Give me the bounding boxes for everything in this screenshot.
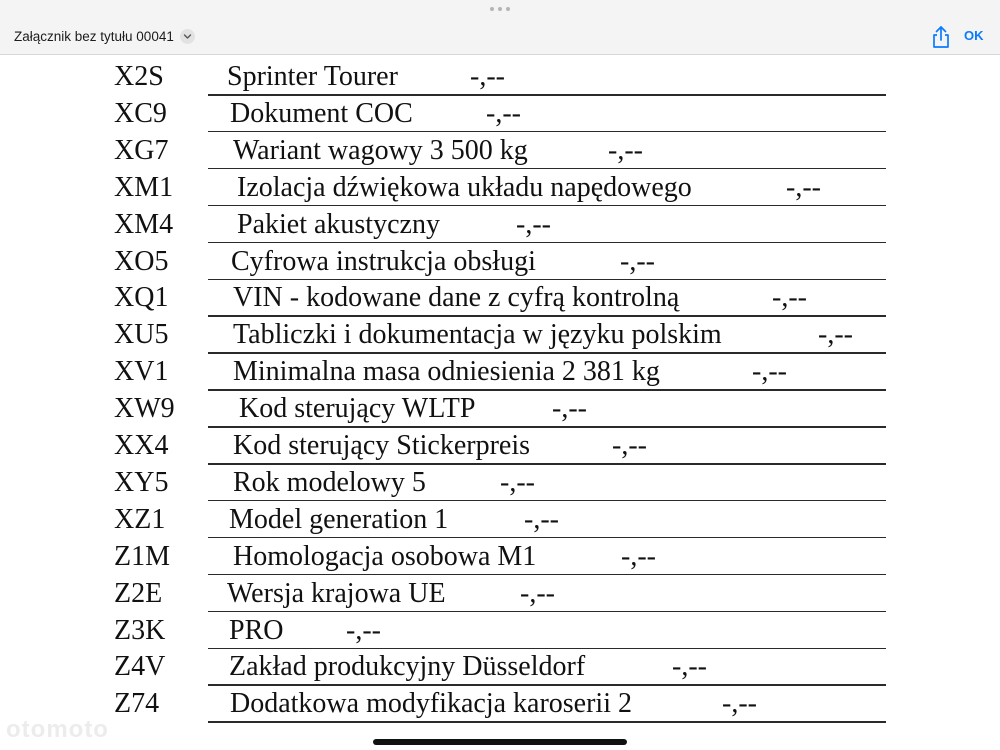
option-price: -,-- <box>752 356 787 388</box>
option-price: -,-- <box>722 688 757 720</box>
option-description: Model generation 1 <box>229 503 449 535</box>
option-price: -,-- <box>520 577 555 609</box>
list-item <box>0 96 1000 133</box>
option-description: Sprinter Tourer <box>227 61 398 92</box>
list-item <box>0 391 1000 428</box>
option-description: Dodatkowa modyfikacja karoserii 2 <box>230 688 632 720</box>
option-price: -,-- <box>608 134 643 166</box>
row-divider <box>208 721 886 723</box>
option-price: -,-- <box>516 208 551 240</box>
document-content <box>0 55 1000 750</box>
list-item <box>0 354 1000 391</box>
list-item <box>0 59 1000 96</box>
list-item <box>0 428 1000 465</box>
option-description: VIN - kodowane dane z cyfrą kontrolną <box>233 282 680 314</box>
list-item <box>0 502 1000 539</box>
option-code: XW9 <box>114 393 175 425</box>
option-description: Izolacja dźwiękowa układu napędowego <box>237 171 692 203</box>
option-price: -,-- <box>524 503 559 535</box>
option-code: Z4V <box>114 651 166 683</box>
option-code: XM4 <box>114 208 174 240</box>
document-title: Załącznik bez tytułu 00041 <box>14 28 174 44</box>
option-code: XY5 <box>114 466 169 498</box>
option-description: Wariant wagowy 3 500 kg <box>233 134 528 166</box>
option-price: -,-- <box>346 614 381 646</box>
option-code: XZ1 <box>114 503 166 535</box>
watermark-logo: otomoto <box>6 716 109 743</box>
list-item <box>0 280 1000 317</box>
option-price: -,-- <box>552 393 587 425</box>
option-price: -,-- <box>772 282 807 314</box>
chevron-down-icon[interactable] <box>180 29 195 44</box>
option-code: XG7 <box>114 134 169 166</box>
list-item <box>0 465 1000 502</box>
option-code: Z1M <box>114 540 170 572</box>
list-item <box>0 170 1000 207</box>
option-description: Kod sterujący Stickerpreis <box>233 430 531 461</box>
document-title-menu[interactable] <box>14 26 195 46</box>
option-description: Cyfrowa instrukcja obsługi <box>231 245 536 277</box>
option-price: -,-- <box>672 651 707 683</box>
list-item <box>0 613 1000 650</box>
option-code: Z74 <box>114 688 160 720</box>
option-description: Minimalna masa odniesienia 2 381 kg <box>233 356 660 388</box>
option-description: Dokument COC <box>230 97 413 129</box>
option-code: XC9 <box>114 97 167 129</box>
option-description: Rok modelowy 5 <box>233 466 426 498</box>
option-code: X2S <box>114 61 164 92</box>
option-description: Wersja krajowa UE <box>227 577 446 609</box>
option-code: XU5 <box>114 319 169 351</box>
list-item <box>0 244 1000 281</box>
option-price: -,-- <box>470 61 505 92</box>
list-item <box>0 207 1000 244</box>
list-item <box>0 539 1000 576</box>
option-price: -,-- <box>620 245 655 277</box>
option-description: Homologacja osobowa M1 <box>233 540 537 572</box>
option-price: -,-- <box>621 540 656 572</box>
list-item <box>0 317 1000 354</box>
option-code: Z3K <box>114 614 166 646</box>
list-item <box>0 576 1000 613</box>
window-grabber-handle[interactable] <box>490 6 510 12</box>
option-price: -,-- <box>486 97 521 129</box>
list-item <box>0 686 1000 723</box>
home-indicator[interactable] <box>373 739 627 745</box>
option-code: Z2E <box>114 577 163 609</box>
title-bar <box>0 0 1000 55</box>
option-code: XQ1 <box>114 282 169 314</box>
option-price: -,-- <box>786 171 821 203</box>
option-price: -,-- <box>500 466 535 498</box>
option-code: XX4 <box>114 430 169 461</box>
option-code: XO5 <box>114 245 169 277</box>
list-item <box>0 649 1000 686</box>
share-icon[interactable] <box>930 25 952 49</box>
option-description: Kod sterujący WLTP <box>239 393 476 425</box>
option-description: Tabliczki i dokumentacja w języku polskim <box>233 319 722 351</box>
option-price: -,-- <box>818 319 853 351</box>
list-item <box>0 133 1000 170</box>
option-code: XM1 <box>114 171 174 203</box>
option-description: PRO <box>229 614 284 646</box>
option-description: Pakiet akustyczny <box>237 208 440 240</box>
option-code: XV1 <box>114 356 169 388</box>
option-description: Zakład produkcyjny Düsseldorf <box>229 651 586 683</box>
ok-button[interactable]: OK <box>964 28 984 43</box>
option-price: -,-- <box>612 430 647 461</box>
